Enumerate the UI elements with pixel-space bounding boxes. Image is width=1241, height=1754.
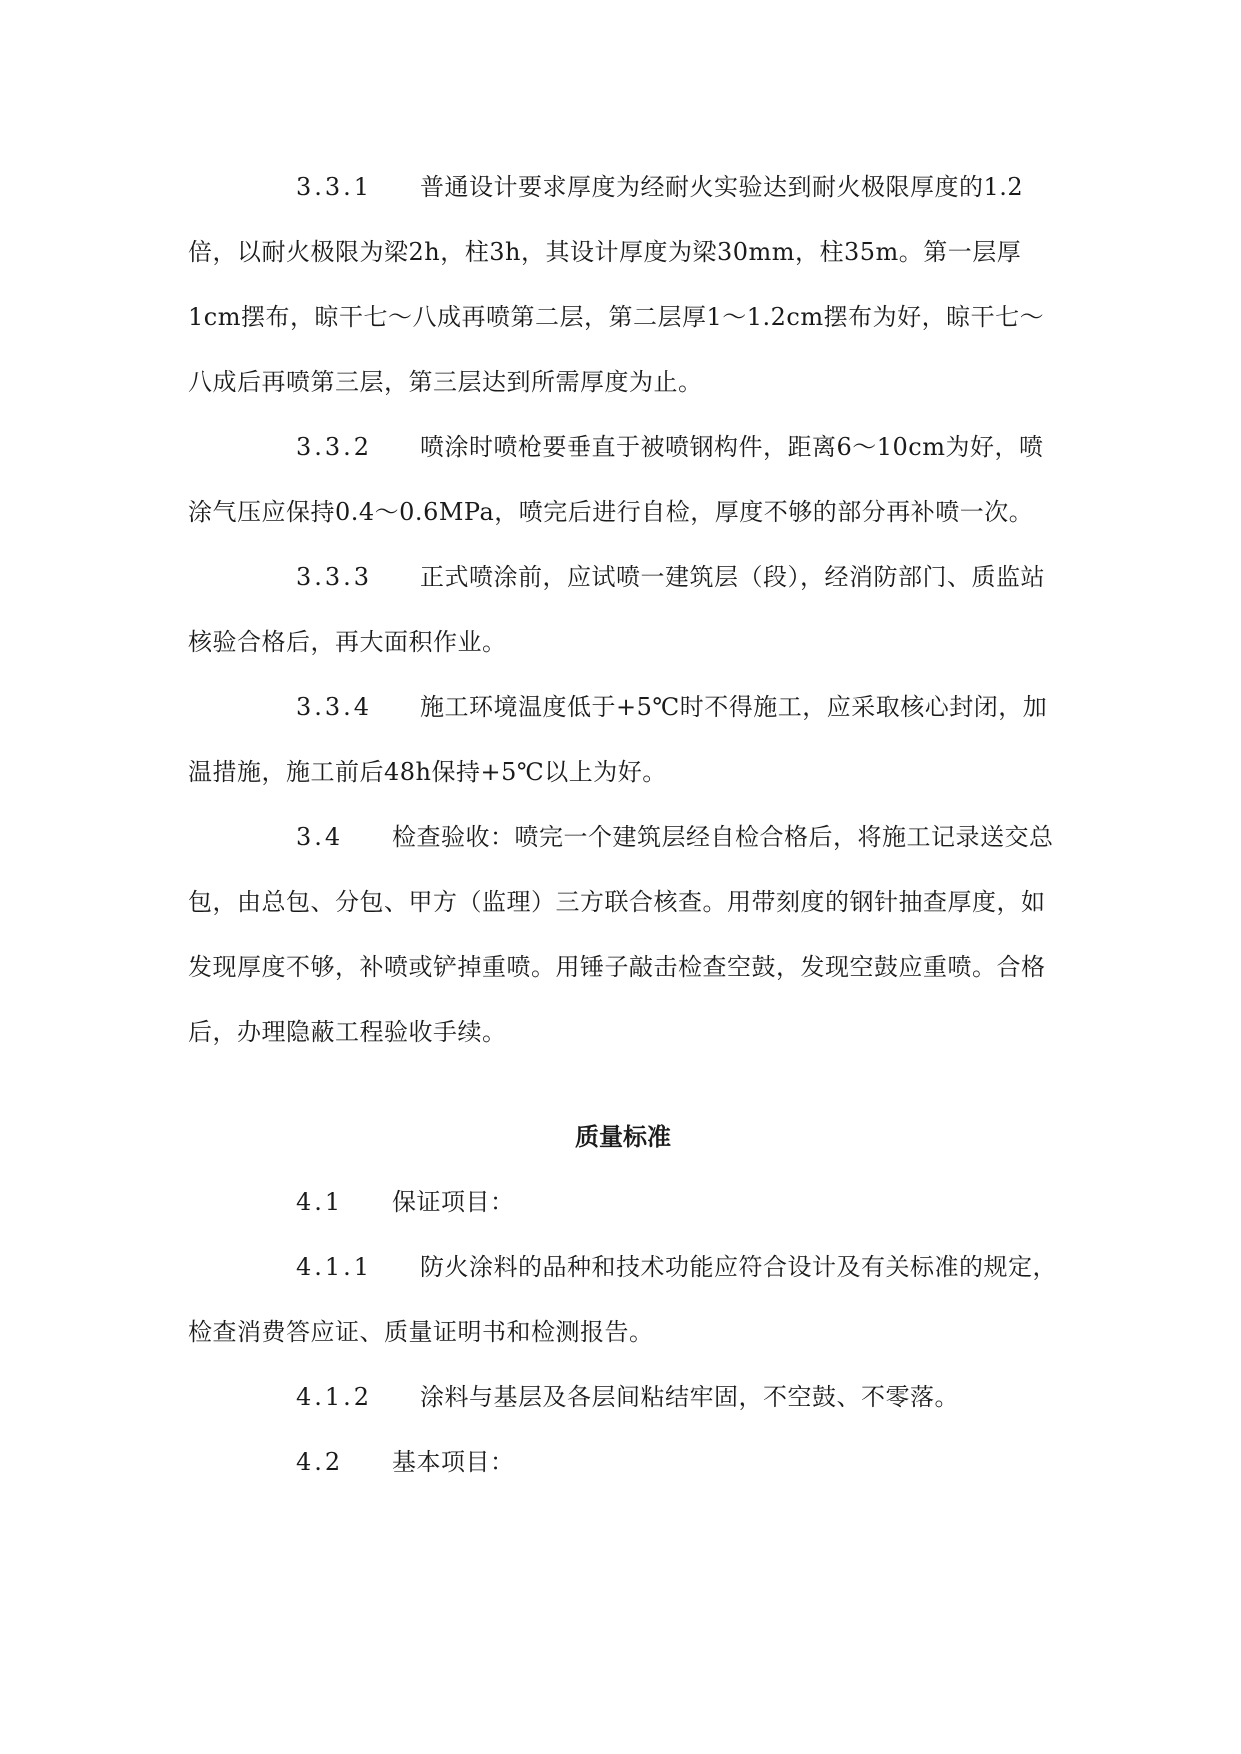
clause-number: 4.2 <box>296 1448 344 1476</box>
paragraph-text: 保证项目： <box>392 1188 515 1216</box>
paragraph-3-3-4 <box>188 675 1058 805</box>
clause-number: 3.4 <box>296 823 344 851</box>
clause-number: 4.1.2 <box>296 1383 373 1411</box>
clause-number: 3.3.2 <box>296 433 373 461</box>
paragraph-text: 普通设计要求厚度为经耐火实验达到耐火极限厚度的1.2倍，以耐火极限为梁2h，柱3h，其设计厚度为梁30mm，柱35m。第一层厚1cm摆布，晾干七～八成再喷第二层，第二层厚1～1.2cm摆布为好，晾干七～八成后再喷第三层，第三层达到所需厚度为止。 <box>188 173 1045 396</box>
section-title: 质量标准 <box>575 1123 671 1151</box>
clause-number: 3.3.3 <box>296 563 373 591</box>
clause-number: 4.1.1 <box>296 1253 373 1281</box>
clause-number: 3.3.1 <box>296 173 373 201</box>
paragraph-text: 涂料与基层及各层间粘结牢固，不空鼓、不零落。 <box>420 1383 959 1411</box>
paragraph-3-3-3 <box>188 545 1058 675</box>
paragraph-3-3-2 <box>188 415 1058 545</box>
document-page <box>188 155 1058 1495</box>
paragraph-4-1 <box>188 1170 1058 1235</box>
paragraph-text: 检查验收：喷完一个建筑层经自检合格后，将施工记录送交总包，由总包、分包、甲方（监理）三方联合核查。用带刻度的钢针抽查厚度，如发现厚度不够，补喷或铲掉重喷。用锤子敲击检查空鼓，发现空鼓应重喷。合格后，办理隐蔽工程验收手续。 <box>188 823 1054 1046</box>
paragraph-text: 基本项目： <box>392 1448 515 1476</box>
clause-number: 3.3.4 <box>296 693 373 721</box>
paragraph-4-2 <box>188 1430 1058 1495</box>
paragraph-text: 施工环境温度低于+5℃时不得施工，应采取核心封闭，加温措施，施工前后48h保持+5℃以上为好。 <box>188 693 1048 786</box>
paragraph-4-1-2 <box>188 1365 1058 1430</box>
paragraph-3-3-1 <box>188 155 1058 415</box>
paragraph-text: 防火涂料的品种和技术功能应符合设计及有关标准的规定，检查消费答应证、质量证明书和检测报告。 <box>188 1253 1057 1346</box>
paragraph-4-1-1 <box>188 1235 1058 1365</box>
clause-number: 4.1 <box>296 1188 344 1216</box>
paragraph-text: 喷涂时喷枪要垂直于被喷钢构件，距离6～10cm为好，喷涂气压应保持0.4～0.6MPa，喷完后进行自检，厚度不够的部分再补喷一次。 <box>188 433 1044 526</box>
paragraph-text: 正式喷涂前，应试喷一建筑层（段），经消防部门、质监站核验合格后，再大面积作业。 <box>188 563 1045 656</box>
paragraph-3-4 <box>188 805 1058 1065</box>
